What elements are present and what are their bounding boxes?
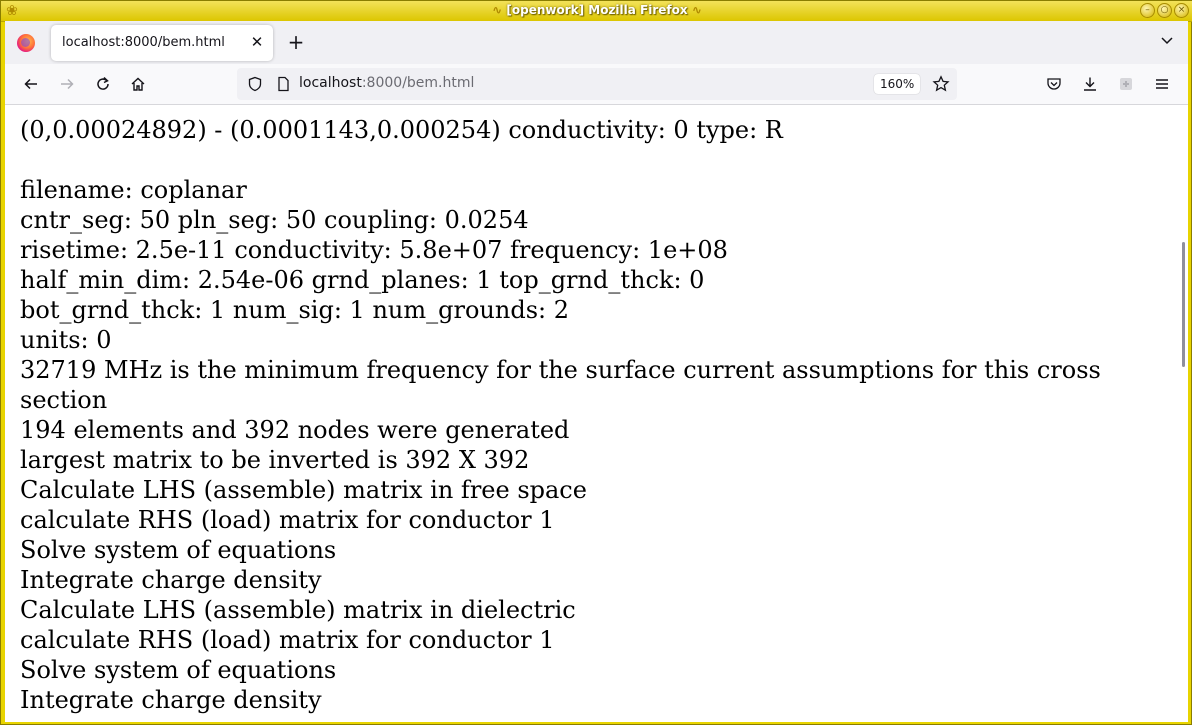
url-path: :8000/bem.html	[361, 75, 475, 91]
maximize-icon[interactable]: ○	[1157, 3, 1172, 18]
title-curl-right: ∿	[691, 3, 702, 17]
vertical-scrollbar[interactable]	[1182, 242, 1185, 367]
window-menu-icon[interactable]: ❀	[6, 3, 18, 19]
title-curl-left: ∿	[492, 3, 503, 17]
minimize-icon[interactable]: –	[1140, 3, 1155, 18]
tab-strip	[5, 21, 1188, 64]
tracking-protection-shield-icon[interactable]	[247, 76, 263, 92]
output-line: filename: coplanar	[20, 176, 247, 204]
window-title	[1, 3, 1192, 17]
output-line: Calculate LHS (assemble) matrix in free space	[20, 476, 587, 504]
output-line: half_min_dim: 2.54e-06 grnd_planes: 1 top_grnd_thck: 0	[20, 266, 705, 294]
zoom-level-button[interactable]: 160%	[874, 74, 920, 94]
url-bar[interactable]	[237, 68, 957, 100]
home-icon[interactable]	[126, 72, 150, 96]
output-text	[20, 115, 1170, 715]
bookmark-star-icon[interactable]	[932, 75, 950, 93]
tab-title: localhost:8000/bem.html	[62, 35, 225, 50]
tab-close-icon[interactable]: ✕	[250, 33, 264, 51]
hamburger-menu-icon[interactable]	[1150, 72, 1174, 96]
close-window-icon[interactable]: ×	[1174, 3, 1189, 18]
blank-line	[20, 145, 1170, 175]
page-content	[5, 105, 1188, 722]
output-line: Integrate charge density	[20, 686, 322, 714]
output-line: Integrate charge density	[20, 566, 322, 594]
new-tab-button[interactable]: +	[287, 30, 305, 54]
reload-icon[interactable]	[91, 72, 115, 96]
pocket-icon[interactable]	[1042, 72, 1066, 96]
output-line: section	[20, 386, 108, 414]
firefox-view-icon[interactable]	[17, 34, 35, 52]
window-titlebar[interactable]	[1, 1, 1192, 22]
downloads-icon[interactable]	[1078, 72, 1102, 96]
window-controls	[1140, 3, 1189, 19]
output-line: risetime: 2.5e-11 conductivity: 5.8e+07 frequency: 1e+08	[20, 236, 728, 264]
browser-window	[5, 21, 1188, 722]
output-line: 32719 MHz is the minimum frequency for the surface current assumptions for this cross	[20, 356, 1101, 384]
navigation-toolbar	[5, 64, 1188, 105]
output-line: calculate RHS (load) matrix for conductor 1	[20, 506, 555, 534]
tab-list-chevron-icon[interactable]	[1158, 33, 1176, 51]
output-line: calculate RHS (load) matrix for conductor 1	[20, 626, 555, 654]
output-line: cntr_seg: 50 pln_seg: 50 coupling: 0.0254	[20, 206, 529, 234]
url-text[interactable]	[299, 75, 474, 91]
url-host: localhost	[299, 75, 362, 91]
forward-arrow-icon[interactable]	[55, 72, 79, 96]
output-line: Solve system of equations	[20, 656, 337, 684]
output-line: (0,0.00024892) - (0.0001143,0.000254) conductivity: 0 type: R	[20, 116, 783, 144]
window-title-text: [openwork] Mozilla Firefox	[506, 3, 688, 17]
output-line: largest matrix to be inverted is 392 X 392	[20, 446, 530, 474]
extensions-icon[interactable]	[1114, 72, 1138, 96]
page-info-icon[interactable]	[275, 76, 291, 92]
output-line: 194 elements and 392 nodes were generated	[20, 416, 570, 444]
output-line: Calculate LHS (assemble) matrix in dielectric	[20, 596, 576, 624]
output-line: bot_grnd_thck: 1 num_sig: 1 num_grounds: 2	[20, 296, 569, 324]
back-arrow-icon[interactable]	[19, 72, 43, 96]
tab-active[interactable]	[51, 25, 273, 61]
output-line: Solve system of equations	[20, 536, 337, 564]
output-line: units: 0	[20, 326, 112, 354]
